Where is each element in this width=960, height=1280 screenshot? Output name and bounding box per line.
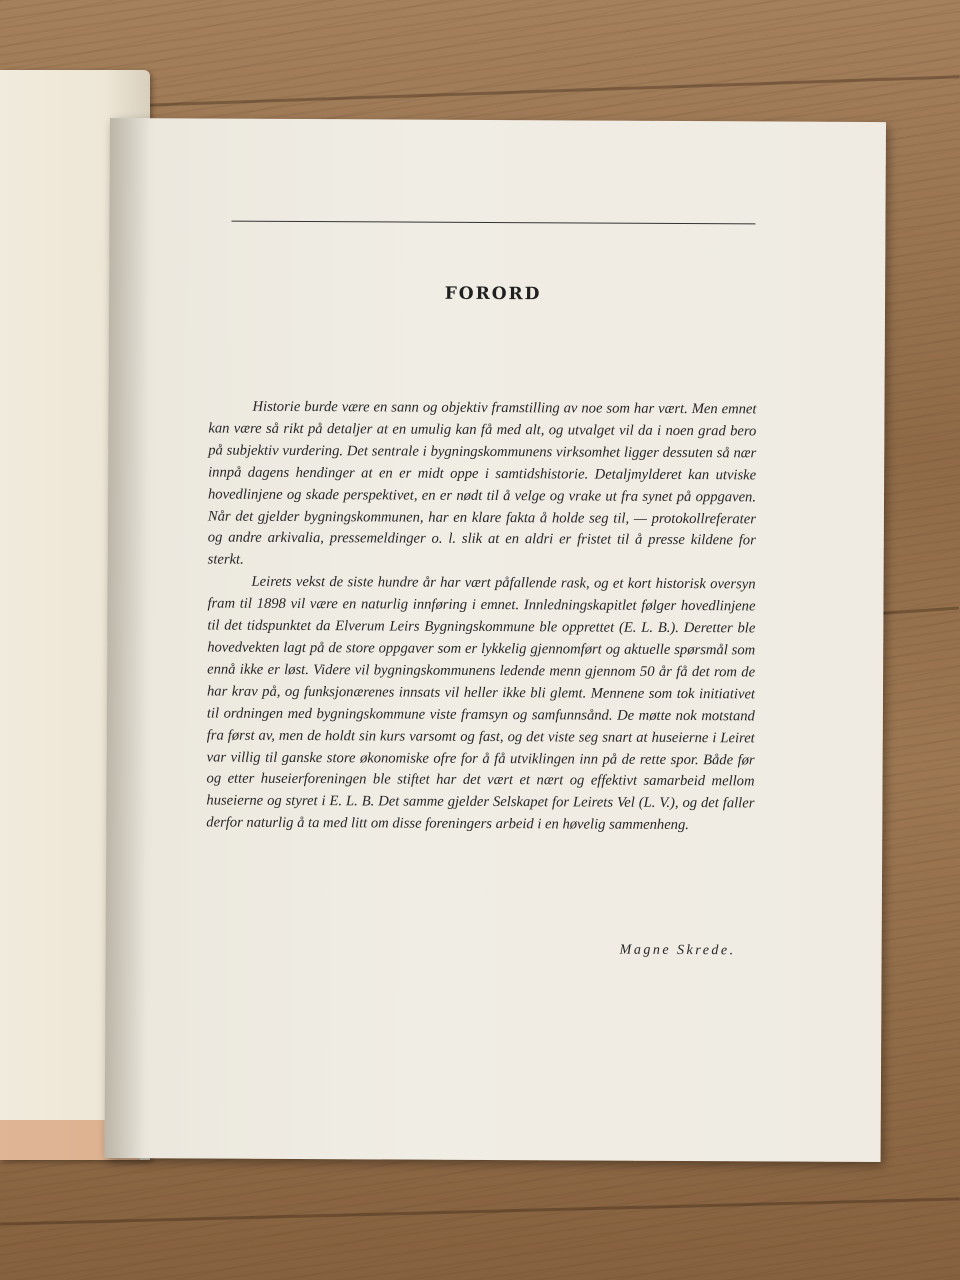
page-heading: FORORD xyxy=(444,283,542,305)
paragraph: Historie burde være en sann og objektiv framstilling av noe som har vært. Men emnet kan være så rikt på detaljer at en umulig kan få med alt, og utvalget vil da i noen grad bero på subjektiv vurdering. Det sentrale i bygningskommunens virksomhet ligger dessuten så nær innpå dagens hendinger at en er midt oppe i samtidshistorie. Detaljmylderet kan utviske hovedlinjene og skade perspektivet, en er nødt til å velge og vrake ut fra synet på oppgaven. Når det gjelder bygningskommunen, har en klare fakta å holde seg til, — protokollreferater og andre arkivalia, pressemeldinger o. l. slik at en aldri er fristet til å presse kildene for sterkt. xyxy=(207,398,757,569)
author-signature: Magne Skrede. xyxy=(619,942,736,959)
table-plank-seam xyxy=(0,1197,960,1225)
page-gutter-shadow xyxy=(105,118,150,1158)
header-rule xyxy=(231,221,755,225)
book-page xyxy=(105,118,886,1162)
foreword-text xyxy=(206,397,756,838)
paragraph: Leirets vekst de siste hundre år har vært påfallende rask, og et kort historisk oversyn fram til 1898 vil være en naturlig innføring i emnet. Innledningskapitlet følger hovedlinjene til det tidspunktet da Elverum Leirs Bygningskommune ble opprettet (E. L. B.). Deretter ble hovedvekten lagt på de store oppgaver som er lykkelig gjennomført og aktuelle spørsmål som ennå ikke er løst. Videre vil bygningskommunens ledende menn gjennom 50 år få det rom de har krav på, og funksjonærenes innsats vil heller ikke bli glemt. Mennene som tok initiativet til ordningen med bygningskommune viste framsyn og samfunnsånd. De møtte nok motstand fra først av, men de holdt sin kurs varsomt og fast, og det viste seg snart at huseierne i Leiret var villig til ganske store økonomiske ofre for å få utviklingen inn på de rette spor. Både før og etter huseierforeningen ble stiftet har det vært et nært og effektivt samarbeid mellom huseierne og styret i E. L. B. Det samme gjelder Selskapet for Leirets Vel (L. V.), og det faller derfor naturlig å ta med litt om disse foreningers arbeid i en høvelig sammenheng. xyxy=(206,573,756,834)
